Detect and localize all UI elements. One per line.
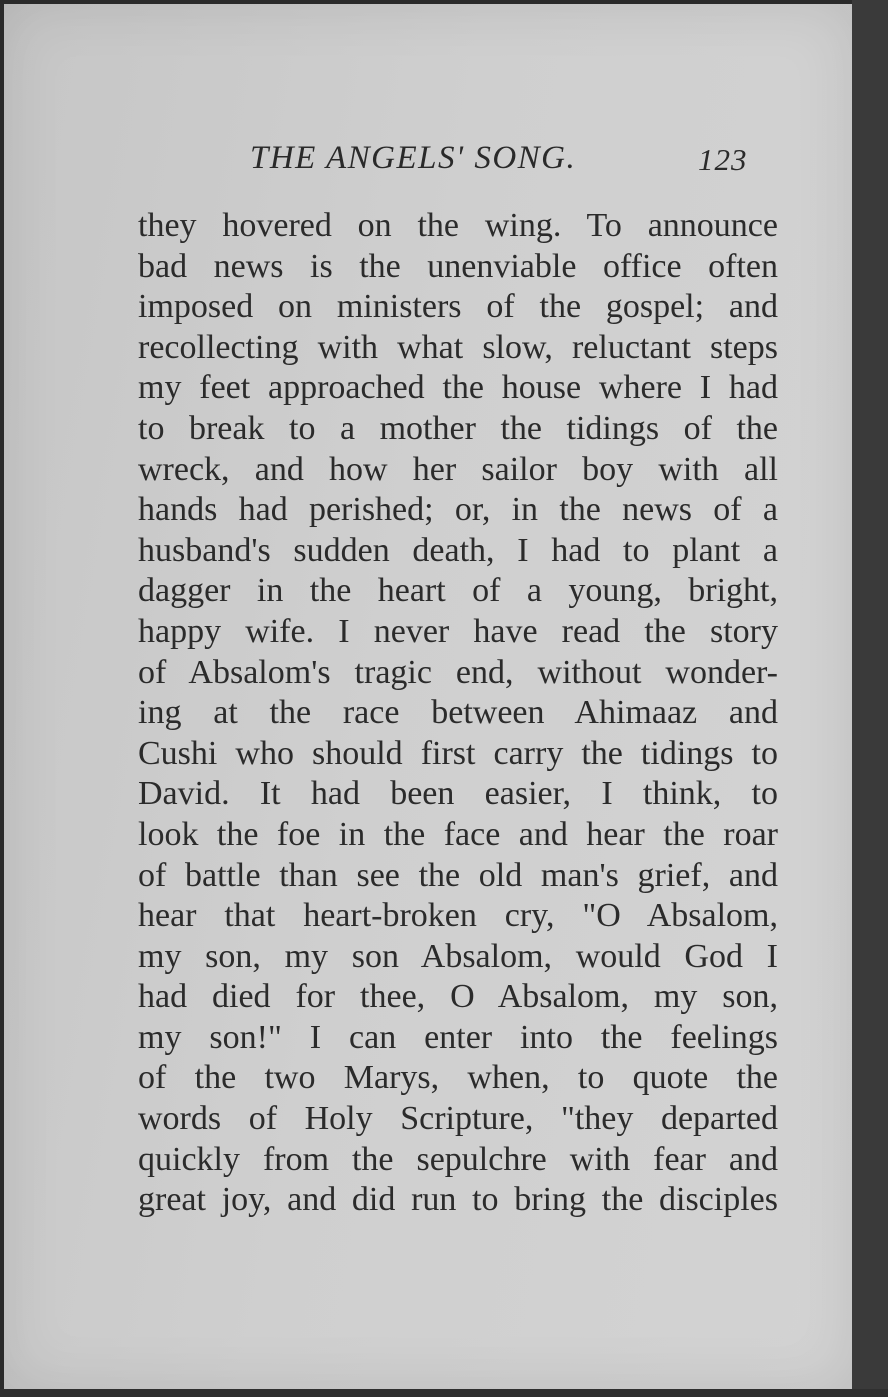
text-line: had died for thee, O Absalom, my son, [138,978,778,1016]
text-line: of the two Marys, when, to quote the [138,1059,778,1097]
text-line: happy wife. I never have read the story [138,612,778,650]
text-line: dagger in the heart of a young, bright, [138,572,778,610]
book-edge-shadow [852,0,888,1397]
text-line: my feet approached the house where I had [138,369,778,407]
page-header [250,140,770,184]
text-line: of Absalom's tragic end, without wonder- [138,653,778,691]
text-line: imposed on ministers of the gospel; and [138,288,778,326]
text-line: recollecting with what slow, reluctant steps [138,328,778,366]
text-line: quickly from the sepulchre with fear and [138,1140,778,1178]
text-line: ing at the race between Ahimaaz and [138,694,778,732]
text-line: my son, my son Absalom, would God I [138,937,778,975]
text-line: Cushi who should first carry the tidings to [138,734,778,772]
running-title: THE ANGELS' SONG. [250,140,577,176]
text-line: words of Holy Scripture, "they departed [138,1100,778,1138]
text-line: to break to a mother the tidings of the [138,409,778,447]
text-line: David. It had been easier, I think, to [138,775,778,813]
text-line: wreck, and how her sailor boy with all [138,450,778,488]
text-line: look the foe in the face and hear the roar [138,815,778,853]
book-bottom-edge [0,1389,888,1397]
text-line: great joy, and did run to bring the disciples [138,1181,778,1219]
text-line: husband's sudden death, I had to plant a [138,531,778,569]
body-text [138,206,778,1221]
text-line: my son!" I can enter into the feelings [138,1018,778,1056]
page-number: 123 [698,142,748,177]
text-line: they hovered on the wing. To announce [138,207,778,244]
text-line: hands had perished; or, in the news of a [138,491,778,529]
text-line: bad news is the unenviable office often [138,247,778,285]
text-line: of battle than see the old man's grief, and [138,856,778,894]
text-line: hear that heart-broken cry, "O Absalom, [138,897,778,935]
